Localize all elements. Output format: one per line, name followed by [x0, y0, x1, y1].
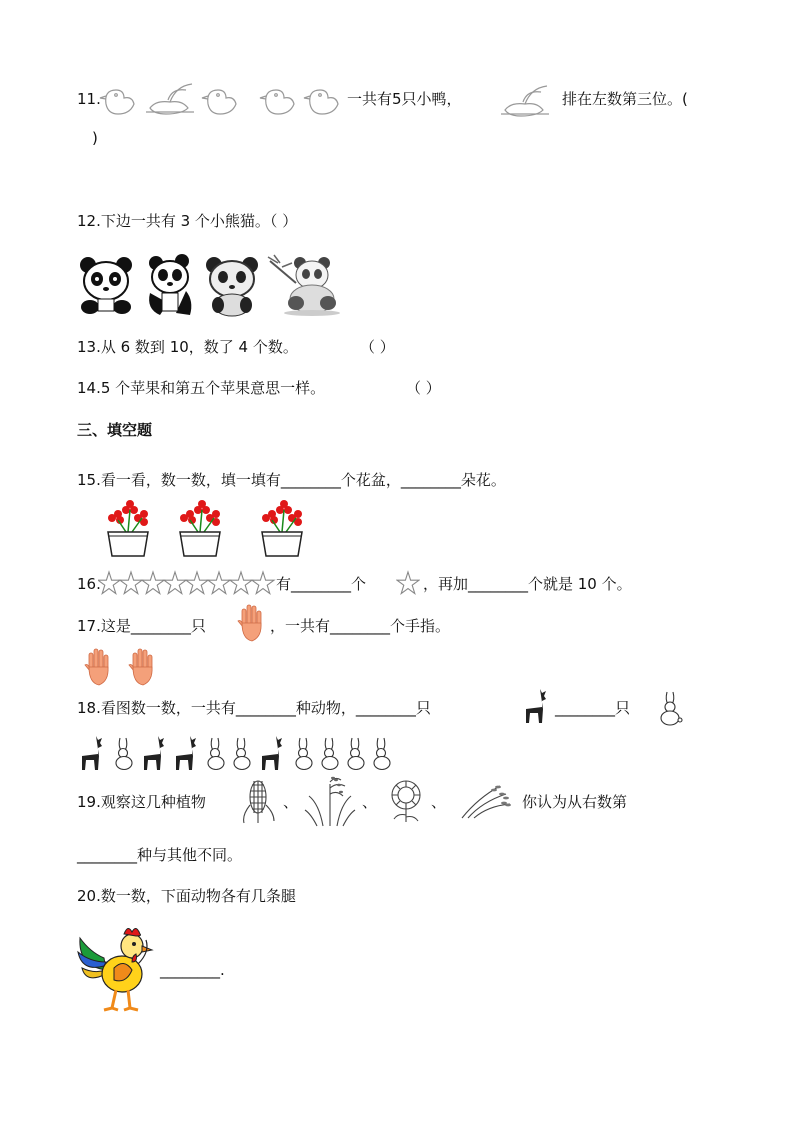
q11-rabbit-ref — [497, 80, 559, 120]
q19-sep-1: 、 — [283, 793, 299, 811]
q14-text: 14.5 个苹果和第五个苹果意思一样。 — [77, 379, 326, 397]
q11-text-a: 一共有5只小鸭， — [347, 90, 462, 108]
corn-icon — [240, 775, 278, 825]
q20-text: 20.数一数，下面动物各有几条腿 — [77, 887, 296, 905]
q18-text-b: ________只 — [555, 699, 631, 717]
goat-icon — [144, 736, 164, 770]
hand-icon — [85, 649, 108, 685]
rabbit-icon — [208, 738, 224, 770]
hand-icon — [237, 603, 265, 643]
q14-paren: （ ） — [406, 379, 441, 397]
q16-star-row — [98, 566, 276, 598]
q19-sep-3: 、 — [431, 793, 447, 811]
rabbit-icon — [146, 84, 194, 114]
q18-text-a: 18.看图数一数，一共有________种动物，________只 — [77, 699, 431, 717]
q11-number: 11. — [77, 90, 101, 108]
rabbit-icon — [348, 738, 364, 770]
duck-icon — [100, 90, 134, 114]
rabbit-icon — [497, 80, 559, 120]
q16-text-a: 有________个 — [276, 575, 367, 593]
goat-icon — [262, 736, 282, 770]
flowerpot-icon — [108, 500, 148, 556]
q16-number: 16. — [77, 575, 101, 593]
q12-panda-row — [78, 253, 343, 317]
q17-text-a: 17.这是________只 — [77, 617, 206, 635]
star-icon — [396, 568, 420, 596]
q11-text-b: 排在左数第三位。( — [562, 90, 688, 108]
panda-icon — [149, 254, 191, 315]
rabbit-icon — [116, 738, 132, 770]
rabbit-icon — [322, 738, 338, 770]
q11-paren-close: ) — [92, 129, 98, 147]
q13-text: 13.从 6 数到 10，数了 4 个数。 — [77, 338, 298, 356]
goat-icon — [522, 687, 550, 725]
goat-icon — [82, 736, 102, 770]
rooster-icon — [76, 922, 156, 1014]
panda-bamboo-icon — [268, 255, 340, 316]
rice-icon — [303, 774, 357, 828]
rabbit-icon — [234, 738, 250, 770]
section-title: 三、填空题 — [77, 421, 153, 439]
q19-sep-2: 、 — [362, 793, 378, 811]
rabbit-icon — [296, 738, 312, 770]
q18-animal-row — [78, 732, 408, 772]
q20-blank: ________. — [160, 961, 225, 979]
q15-text: 15.看一看，数一数，填一填有________个花盆，________朵花。 — [77, 471, 506, 489]
q17-text-b: ，一共有________个手指。 — [270, 617, 451, 635]
ducks-and-rabbit-icon — [98, 78, 348, 118]
q13-paren: （ ） — [360, 338, 395, 356]
q19-text-c: ________种与其他不同。 — [77, 846, 243, 864]
panda-icon — [206, 257, 258, 316]
q19-text-b: 你认为从右数第 — [522, 793, 628, 811]
sunflower-icon — [386, 777, 426, 823]
q12-text: 12.下边一共有 3 个小熊猫。（ ） — [77, 212, 298, 230]
hand-icon — [129, 649, 152, 685]
panda-icon — [80, 257, 132, 314]
q16-text-b: ，再加________个就是 10 个。 — [423, 575, 632, 593]
rabbit-icon — [374, 738, 390, 770]
rabbit-icon — [655, 690, 685, 726]
wheat-icon — [458, 778, 514, 820]
q17-hands-row — [84, 645, 164, 687]
q19-text-a: 19.观察这几种植物 — [77, 793, 206, 811]
q15-flowerpot-row — [100, 500, 310, 560]
goat-icon — [176, 736, 196, 770]
q11-animal-row — [98, 78, 348, 118]
